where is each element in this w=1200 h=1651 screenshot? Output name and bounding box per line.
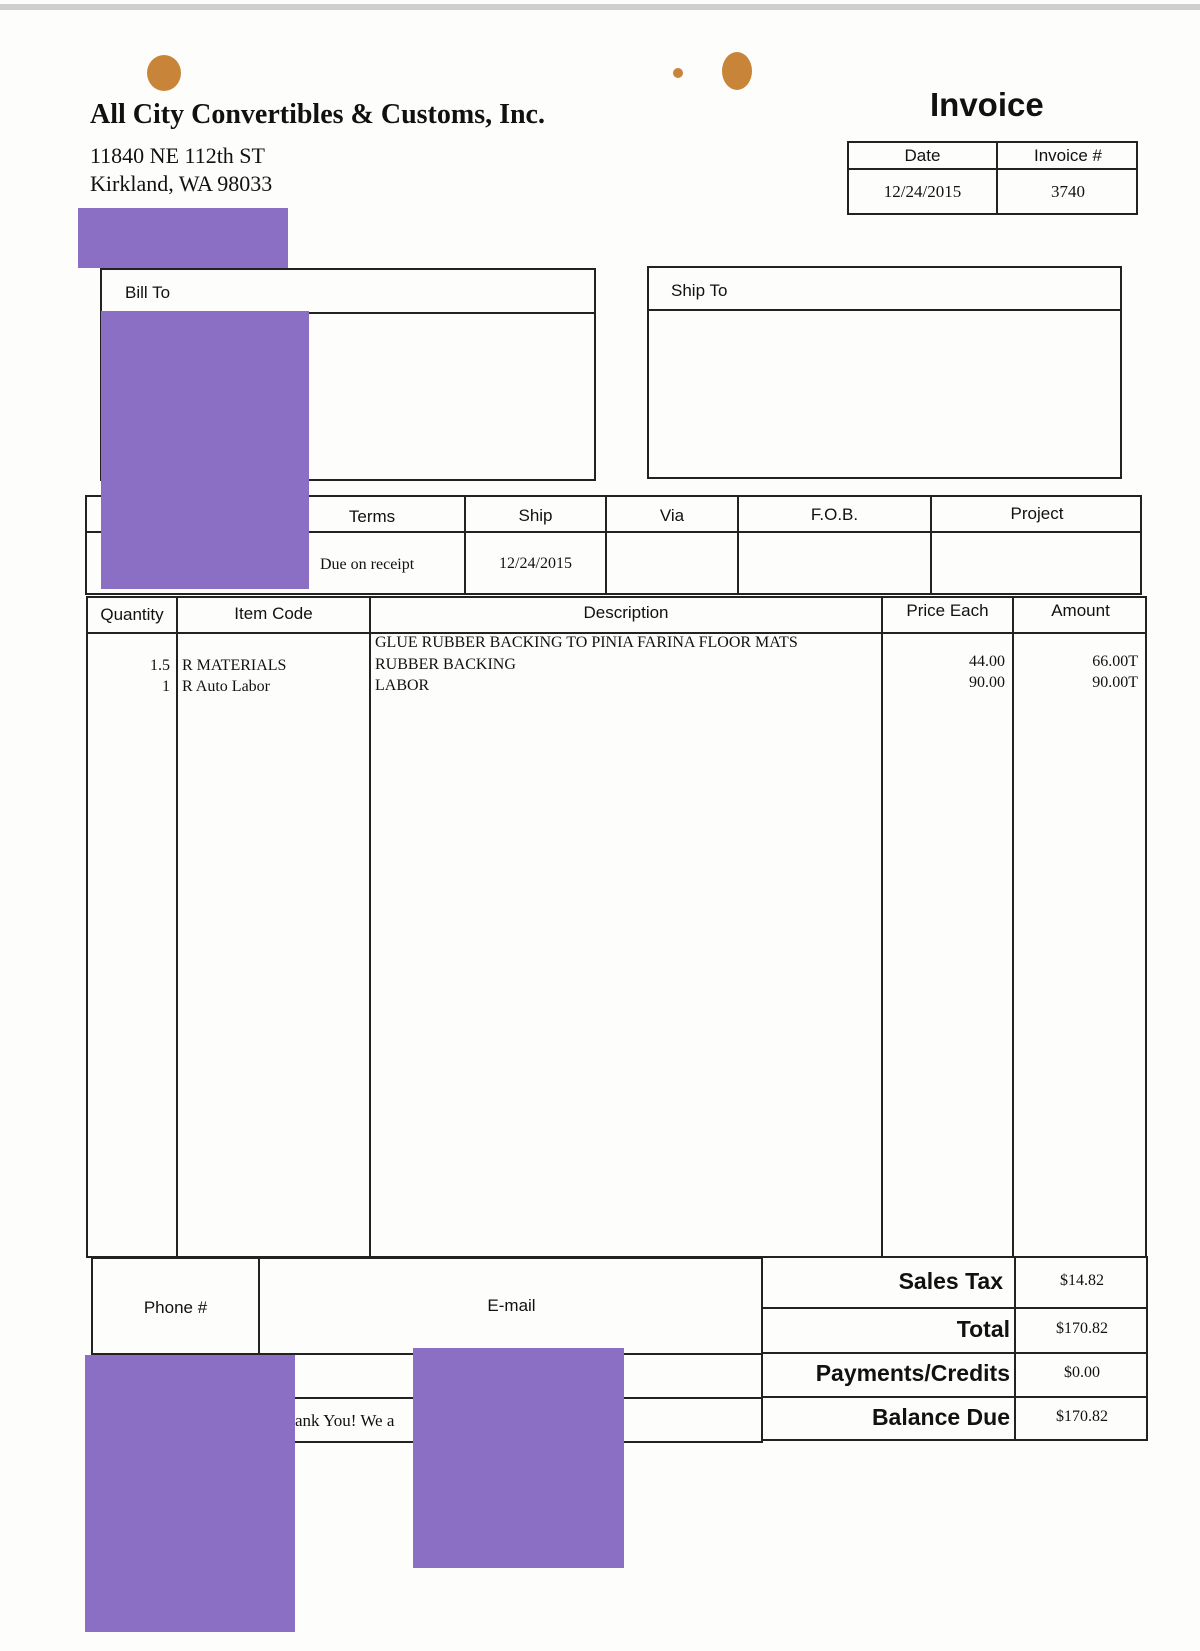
- divider: [761, 1307, 1148, 1309]
- line-item-quantity: 1: [162, 678, 170, 695]
- divider: [881, 596, 883, 1258]
- stain-mark: [673, 68, 683, 78]
- document-title: Invoice: [930, 86, 1044, 123]
- item-code-header: Item Code: [234, 604, 313, 623]
- date-value: 12/24/2015: [883, 182, 962, 201]
- divider: [1012, 596, 1014, 1258]
- line-item-description: RUBBER BACKING: [375, 656, 516, 673]
- ship-date-value: 12/24/2015: [499, 555, 572, 572]
- line-item-amount: 66.00T: [1092, 653, 1138, 670]
- divider: [176, 596, 178, 1258]
- balance-due-value: $170.82: [1056, 1408, 1108, 1425]
- phone-label: Phone #: [143, 1298, 208, 1317]
- scan-top-edge: [0, 4, 1200, 10]
- via-header: Via: [659, 506, 685, 525]
- divider: [647, 309, 1122, 311]
- stain-mark: [722, 52, 752, 90]
- price-each-header: Price Each: [906, 601, 989, 620]
- company-name: All City Convertibles & Customs, Inc.: [90, 99, 545, 130]
- invoice-number-label: Invoice #: [1033, 146, 1103, 165]
- bill-to-label: Bill To: [125, 283, 171, 302]
- balance-due-label: Balance Due: [871, 1404, 1010, 1430]
- divider: [847, 168, 1138, 170]
- terms-value: Due on receipt: [320, 556, 415, 573]
- invoice-number-value: 3740: [1051, 182, 1085, 201]
- description-header: Description: [583, 603, 669, 622]
- total-label: Total: [956, 1316, 1010, 1342]
- divider: [369, 596, 371, 1258]
- thank-you-message: ank You! We a: [295, 1411, 395, 1430]
- payments-credits-label: Payments/Credits: [815, 1360, 1010, 1386]
- sales-tax-value: $14.82: [1060, 1272, 1104, 1289]
- line-item-code: R MATERIALS: [182, 657, 287, 674]
- email-label: E-mail: [487, 1296, 536, 1315]
- divider: [761, 1352, 1148, 1354]
- date-label: Date: [904, 146, 941, 165]
- redaction-patch: [413, 1348, 624, 1568]
- line-item-price: 44.00: [969, 653, 1005, 670]
- stain-mark: [147, 55, 181, 91]
- line-item-amount: 90.00T: [1092, 674, 1138, 691]
- amount-header: Amount: [1051, 601, 1110, 620]
- total-value: $170.82: [1056, 1320, 1108, 1337]
- redaction-patch: [85, 1355, 295, 1632]
- company-address-line1: 11840 NE 112th ST: [90, 143, 265, 168]
- fob-header: F.O.B.: [810, 505, 859, 524]
- divider: [761, 1396, 1148, 1398]
- ship-to-label: Ship To: [671, 281, 728, 300]
- quantity-header: Quantity: [100, 605, 164, 624]
- line-item-description: LABOR: [375, 677, 430, 694]
- terms-header: Terms: [348, 507, 396, 526]
- line-item-code: R Auto Labor: [182, 678, 270, 695]
- line-item-quantity: 1.5: [150, 657, 170, 674]
- redaction-patch: [101, 311, 309, 589]
- ship-header: Ship: [518, 506, 553, 525]
- redaction-patch: [78, 208, 288, 268]
- line-item-description: GLUE RUBBER BACKING TO PINIA FARINA FLOOR MATS: [375, 634, 798, 651]
- company-address-line2: Kirkland, WA 98033: [90, 171, 273, 196]
- payments-credits-value: $0.00: [1064, 1364, 1100, 1381]
- project-header: Project: [1010, 504, 1064, 523]
- sales-tax-label: Sales Tax: [898, 1268, 1003, 1294]
- line-item-price: 90.00: [969, 674, 1005, 691]
